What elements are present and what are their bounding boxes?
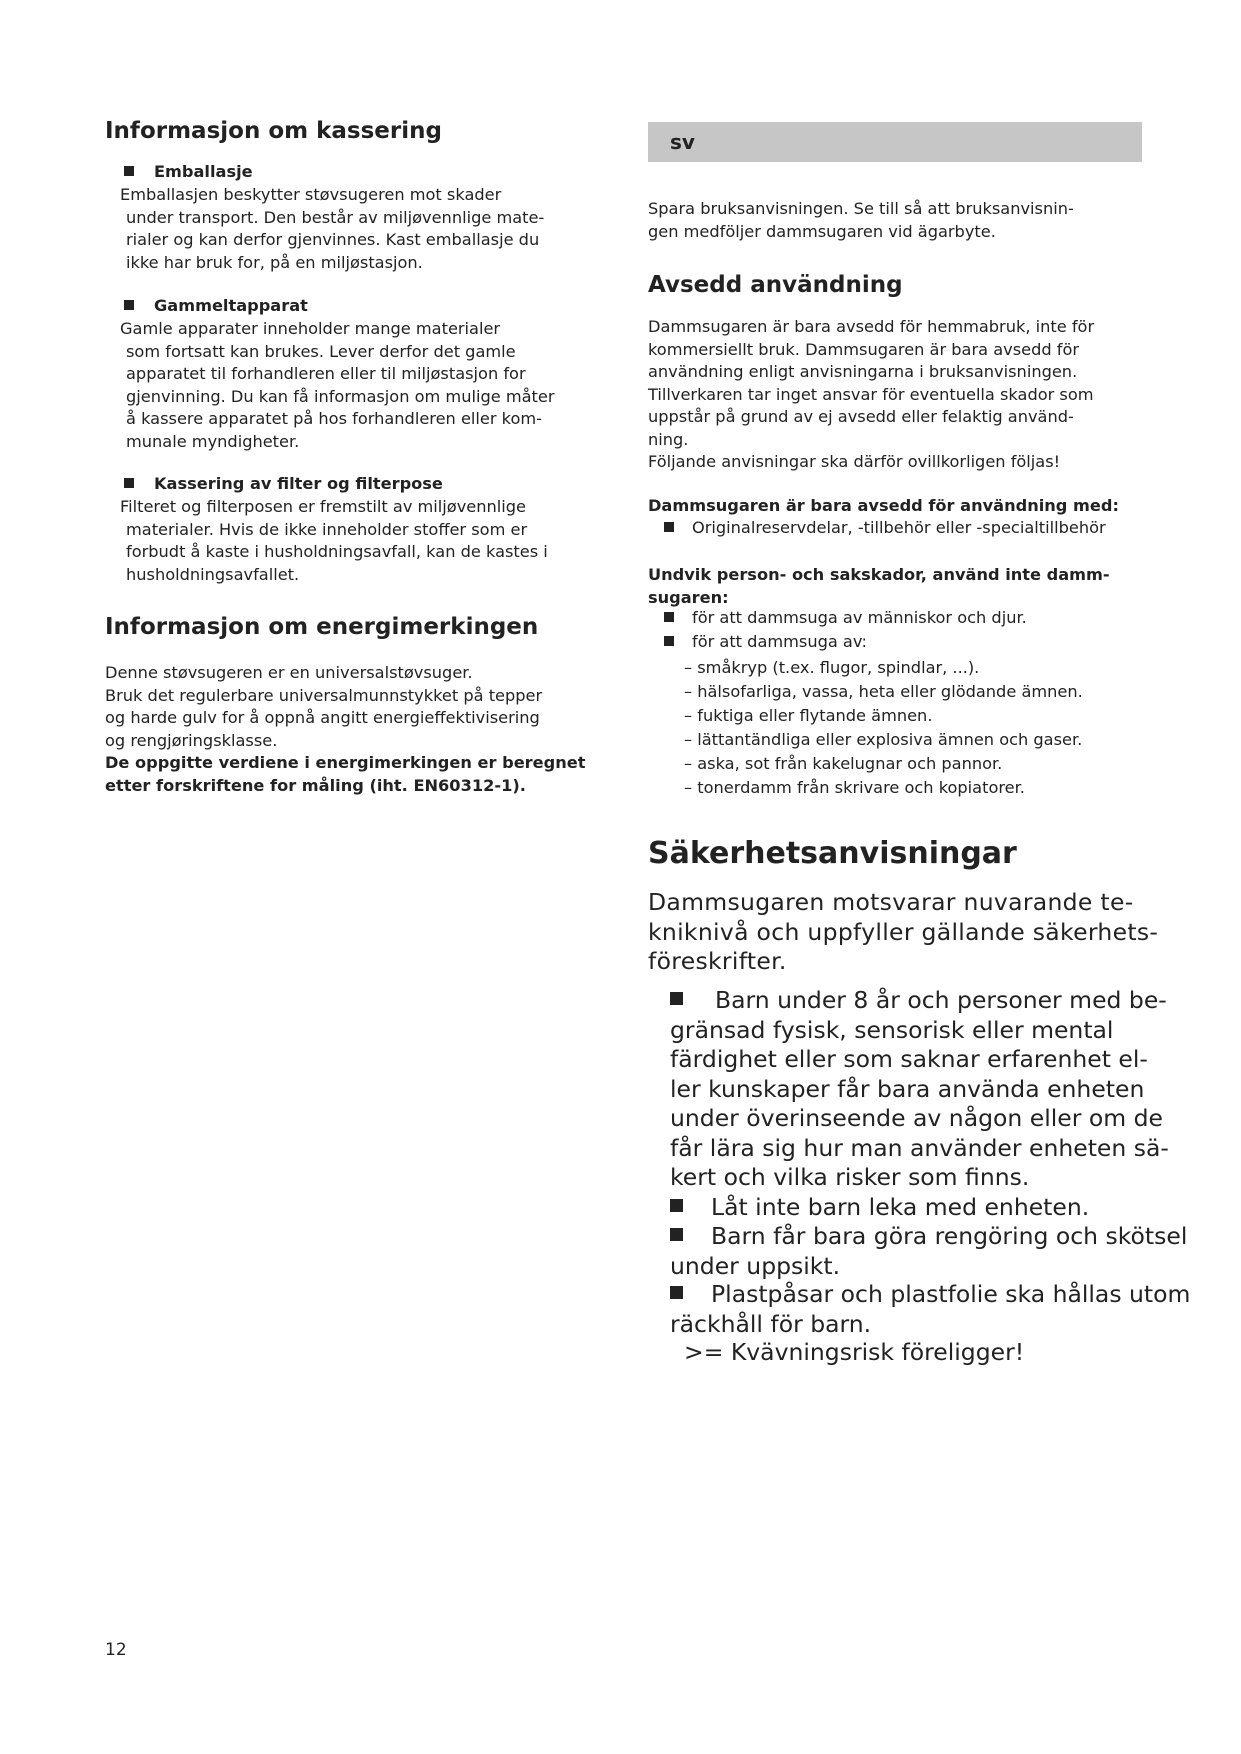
safety-bullet-play: Låt inte barn leka med enheten.: [670, 1193, 1089, 1223]
safety-bullet-cleaning: Barn får bara göra rengöring och skötsel under uppsikt.: [670, 1222, 1188, 1280]
section-title-avsedd-anvandning: Avsedd användning: [648, 272, 903, 298]
square-bullet-icon: [670, 1286, 683, 1299]
avoid-subitem: – lättantändliga eller explosiva ämnen och gaser.: [684, 730, 1083, 749]
avoid-item: för att dammsuga av människor och djur.: [664, 608, 1027, 627]
only-with-heading: Dammsugaren är bara avsedd för användning med:: [648, 496, 1119, 515]
paragraph-kassering-filter: Filteret og filterposen er fremstilt av miljøvennlige materialer. Hvis de ikke inneholder stoffer som er forbudt å kaste i husholdningsavfall, kan de kastes i husholdningsavfallet.: [120, 497, 548, 584]
paragraph-energimerking: Denne støvsugeren er en universalstøvsuger. Bruk det regulerbare universalmunnstykket på tepper og harde gulv for å oppnå angitt energieffektivisering og rengjøringsklasse. De oppgitte verdiene i energimerkingen er beregnet etter forskriftene for måling (iht. EN60312-1).: [105, 663, 586, 795]
square-bullet-icon: [124, 300, 134, 310]
avoid-subitem: – aska, sot från kakelugnar och pannor.: [684, 754, 1003, 773]
safety-bullet-children: Barn under 8 år och personer med be- gränsad fysisk, sensorisk eller mental färdighet eller som saknar erfarenhet el- ler kunskaper får bara använda enheten under överinseende av någon eller om de får lära sig hur man använder enheten sä- kert och vilka risker som finns.: [670, 986, 1169, 1191]
language-tag: sv: [670, 130, 695, 154]
square-bullet-icon: [664, 636, 674, 646]
paragraph-gammeltapparat: Gamle apparater inneholder mange materialer som fortsatt kan brukes. Lever derfor det gamle apparatet til forhandleren eller til miljøstasjon for gjenvinning. Du kan få informasjon om mulige måter å kassere apparatet på hos forhandleren eller kom- munale myndigheter.: [120, 319, 555, 451]
subheading-emballasje: Emballasje: [124, 162, 253, 181]
only-with-item: Originalreservdelar, -tillbehör eller -specialtillbehör: [664, 518, 1106, 537]
avoid-subitem: – fuktiga eller flytande ämnen.: [684, 706, 933, 725]
subheading-gammeltapparat: Gammeltapparat: [124, 296, 308, 315]
square-bullet-icon: [664, 612, 674, 622]
suffocation-warning: >= Kvävningsrisk föreligger!: [684, 1338, 1025, 1366]
section-title-kassering: Informasjon om kassering: [105, 118, 442, 144]
square-bullet-icon: [670, 1199, 683, 1212]
square-bullet-icon: [664, 522, 674, 532]
square-bullet-icon: [124, 166, 134, 176]
paragraph-avsedd-anvandning: Dammsugaren är bara avsedd för hemmabruk, inte för kommersiellt bruk. Dammsugaren är bara avsedd för användning enligt anvisningarna i bruksanvisningen. Tillverkaren tar inget ansvar för eventuella skador som uppstår på grund av ej avsedd eller felaktig använd- ning. Följande anvisningar ska därför ovillkorligen följas!: [648, 317, 1095, 471]
section-title-sakerhetsanvisningar: Säkerhetsanvisningar: [648, 836, 1017, 871]
safety-intro-paragraph: Dammsugaren motsvarar nuvarande te- kniknivå och uppfyller gällande säkerhets- föreskrifter.: [648, 888, 1159, 975]
square-bullet-icon: [670, 1228, 683, 1241]
page-number: 12: [105, 1640, 127, 1660]
paragraph-emballasje: Emballasjen beskytter støvsugeren mot skader under transport. Den består av miljøvennlige mate- rialer og kan derfor gjenvinnes. Kast emballasje du ikke har bruk for, på en miljøstasjon.: [120, 185, 545, 272]
intro-paragraph: Spara bruksanvisningen. Se till så att bruksanvisnin- gen medföljer dammsugaren vid ägarbyte.: [648, 199, 1074, 241]
avoid-subitem: – småkryp (t.ex. flugor, spindlar, ...).: [684, 658, 980, 677]
avoid-item: för att dammsuga av:: [664, 632, 867, 651]
avoid-subitem: – tonerdamm från skrivare och kopiatorer.: [684, 778, 1025, 797]
avoid-heading: Undvik person- och sakskador, använd inte damm- sugaren:: [648, 565, 1110, 607]
language-tab-bar: [648, 122, 1142, 162]
square-bullet-icon: [670, 992, 683, 1005]
subheading-kassering-filter: Kassering av filter og filterpose: [124, 474, 443, 493]
square-bullet-icon: [124, 478, 134, 488]
safety-bullet-plastic: Plastpåsar och plastfolie ska hållas utom räckhåll för barn.: [670, 1280, 1191, 1338]
section-title-energimerking: Informasjon om energimerkingen: [105, 614, 539, 640]
avoid-subitem: – hälsofarliga, vassa, heta eller glödande ämnen.: [684, 682, 1083, 701]
